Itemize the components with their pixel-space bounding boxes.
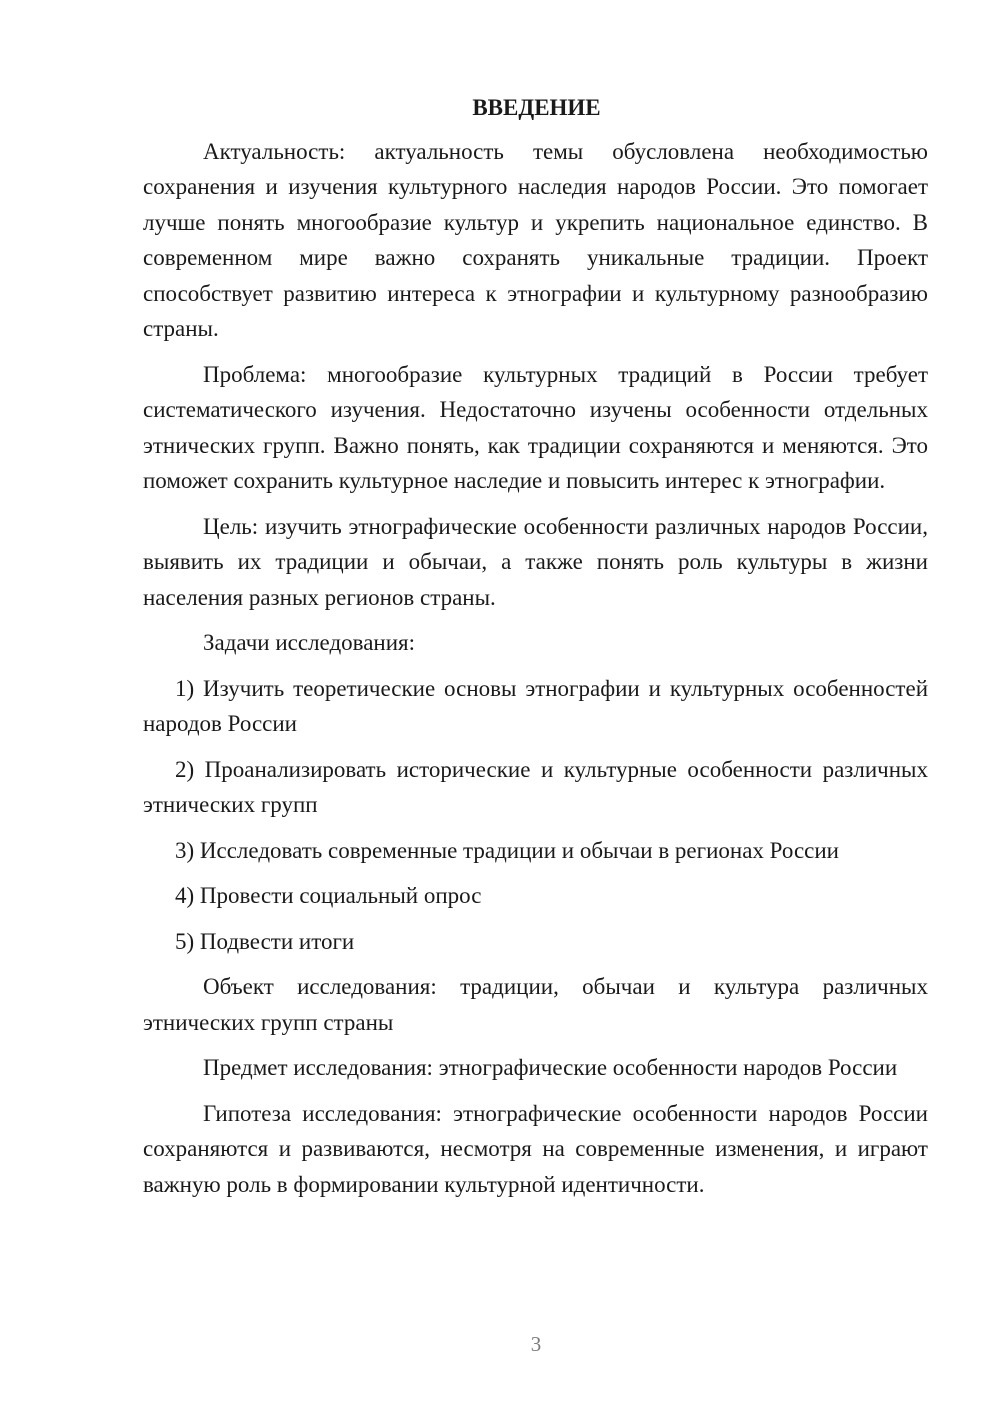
subject-paragraph: Предмет исследования: этнографические особенности народов России (203, 1055, 898, 1080)
relevance-paragraph: Актуальность: актуальность темы обусловлена необходимостью сохранения и изучения культурного наследия народов России. Это помогает лучше понять многообразие культур и укрепить национальное единство. В современном мире важно сохранять уникальные традиции. Проект способствует развитию интереса к этнографии и культурному разнообразию страны. (143, 138, 928, 341)
page-number: 3 (530, 1332, 542, 1356)
page-content (143, 90, 928, 1212)
task-item: 2) Проанализировать исторические и культурные особенности различных этнических групп (143, 756, 928, 817)
section-heading: ВВЕДЕНИЕ (472, 95, 601, 120)
problem-paragraph: Проблема: многообразие культурных традиций в России требует систематического изучения. Недостаточно изучены особенности отдельных этнических групп. Важно понять, как традиции сохраняются и меняются. Это поможет сохранить культурное наследие и повысить интерес к этнографии. (143, 361, 928, 493)
hypothesis-paragraph: Гипотеза исследования: этнографические особенности народов России сохраняются и развиваются, несмотря на современные изменения, и играют важную роль в формировании культурной идентичности. (143, 1100, 928, 1197)
tasks-heading: Задачи исследования: (203, 630, 416, 655)
object-paragraph: Объект исследования: традиции, обычаи и культура различных этнических групп страны (143, 974, 928, 1035)
task-item: 4) Провести социальный опрос (175, 883, 482, 908)
task-item: 3) Исследовать современные традиции и обычаи в регионах России (175, 837, 839, 863)
task-item: 1) Изучить теоретические основы этнографии и культурных особенностей народов России (143, 675, 928, 736)
goal-paragraph: Цель: изучить этнографические особенности различных народов России, выявить их традиции и обычаи, а также понять роль культуры в жизни населения разных регионов страны. (143, 513, 928, 610)
task-item: 5) Подвести итоги (175, 928, 355, 954)
